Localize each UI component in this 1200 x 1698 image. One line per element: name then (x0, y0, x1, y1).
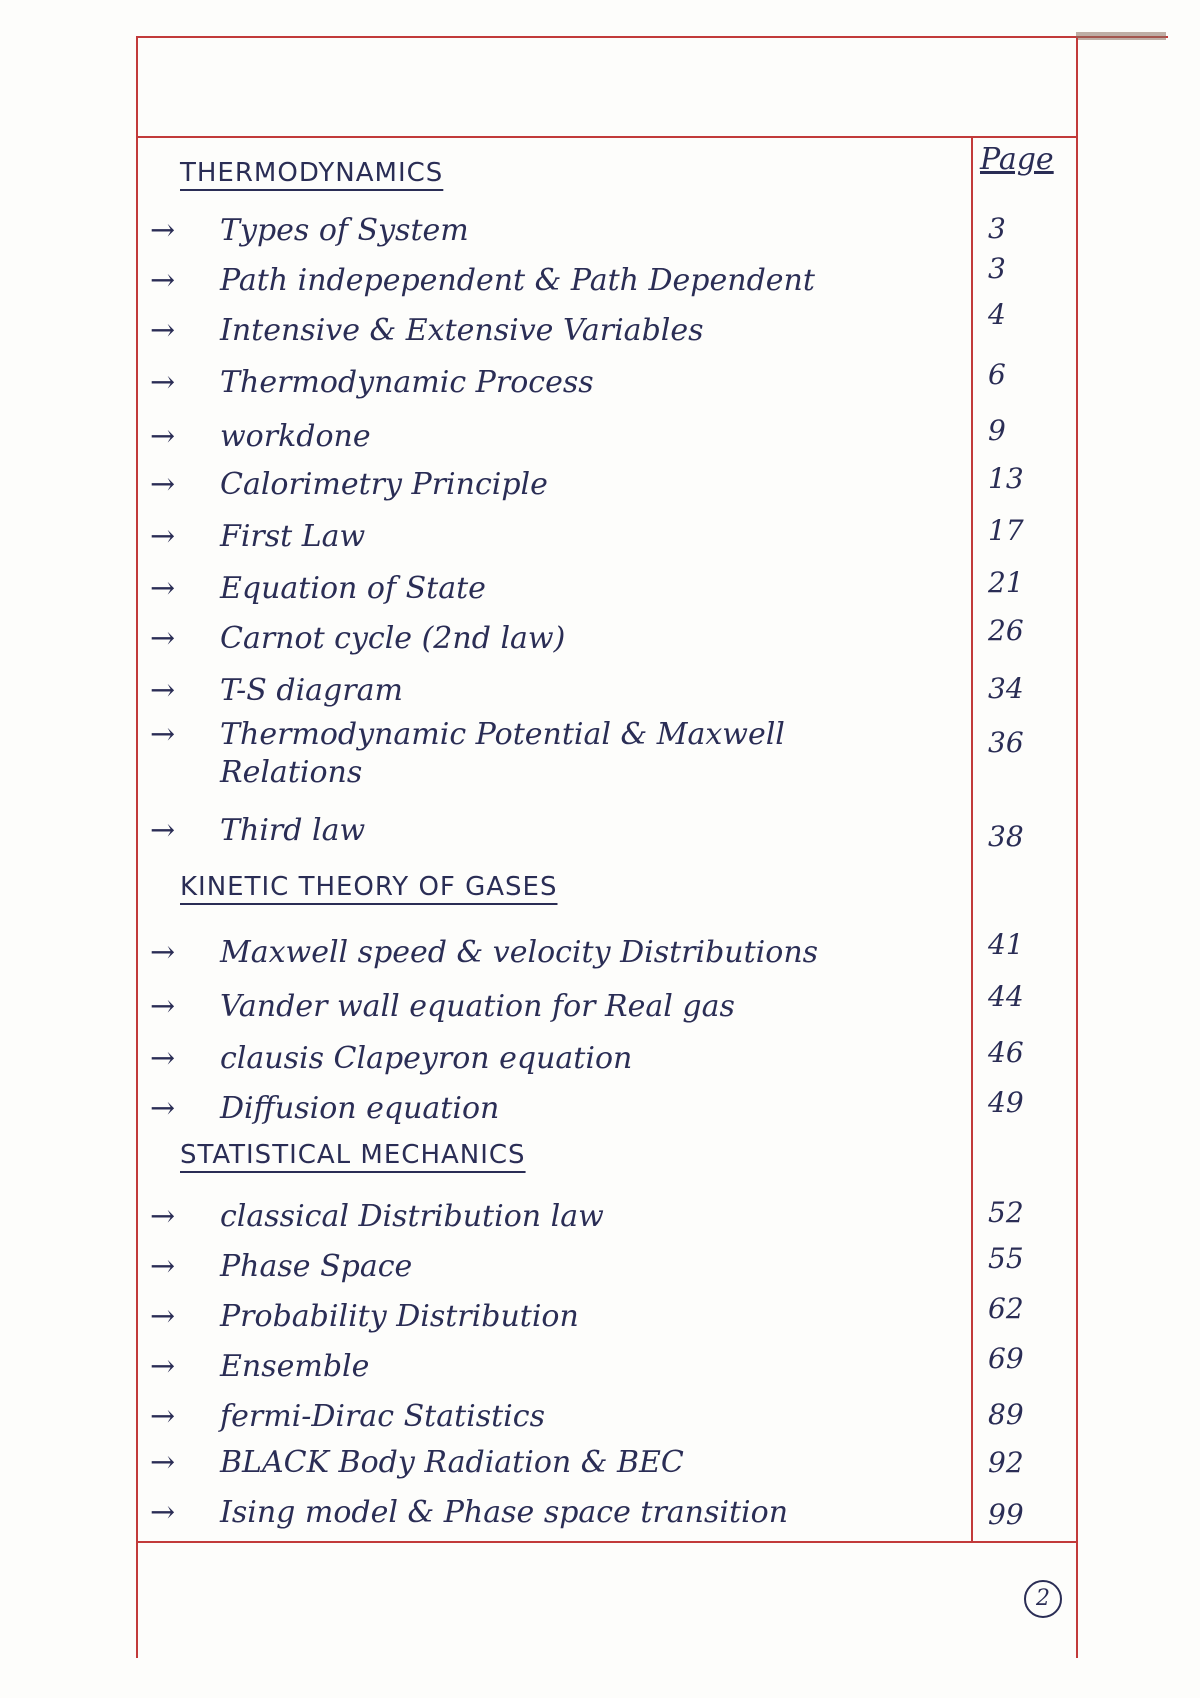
toc-page-number: 3 (988, 252, 1006, 285)
arrow-icon: → (150, 1399, 176, 1434)
toc-entry[interactable] (150, 716, 970, 792)
toc-topic: Equation of State (220, 571, 486, 606)
toc-topic: workdone (220, 419, 371, 454)
arrow-icon: → (150, 621, 176, 656)
toc-entry[interactable] (150, 1298, 970, 1336)
arrow-icon: → (150, 717, 176, 752)
arrow-icon: → (150, 313, 176, 348)
arrow-icon: → (150, 673, 176, 708)
arrow-icon: → (150, 1199, 176, 1234)
toc-topic: Maxwell speed & velocity Distributions (220, 935, 819, 970)
toc-page-number: 36 (988, 726, 1024, 759)
page-column-rule (971, 136, 973, 1541)
toc-entry[interactable] (150, 212, 970, 250)
toc-page-number: 46 (988, 1036, 1024, 1069)
section-title-statistical-mechanics: STATISTICAL MECHANICS (180, 1140, 526, 1170)
header-rule (136, 136, 1076, 138)
toc-page-number: 52 (988, 1196, 1024, 1229)
toc-page-number: 3 (988, 212, 1006, 245)
toc-topic: BLACK Body Radiation & BEC (220, 1445, 684, 1480)
toc-entry[interactable] (150, 1248, 970, 1286)
arrow-icon: → (150, 1445, 176, 1480)
page-column-header: Page (980, 142, 1054, 177)
toc-page-number: 92 (988, 1446, 1024, 1479)
top-margin-line (136, 36, 1168, 38)
toc-entry[interactable] (150, 1198, 970, 1236)
toc-page-number: 17 (988, 514, 1024, 547)
toc-page-number: 34 (988, 672, 1024, 705)
arrow-icon: → (150, 213, 176, 248)
toc-entry[interactable] (150, 466, 970, 504)
toc-entry[interactable] (150, 672, 970, 710)
arrow-icon: → (150, 1299, 176, 1334)
arrow-icon: → (150, 935, 176, 970)
toc-page-number: 26 (988, 614, 1024, 647)
toc-entry[interactable] (150, 988, 970, 1026)
arrow-icon: → (150, 365, 176, 400)
toc-topic: clausis Clapeyron equation (220, 1041, 633, 1076)
arrow-icon: → (150, 813, 176, 848)
toc-topic: Carnot cycle (2nd law) (220, 621, 566, 656)
toc-entry[interactable] (150, 1494, 970, 1532)
toc-entry[interactable] (150, 1398, 970, 1436)
toc-entry[interactable] (150, 1090, 970, 1128)
toc-entry[interactable] (150, 262, 970, 300)
page-edge-shadow (1076, 32, 1166, 40)
arrow-icon: → (150, 1041, 176, 1076)
toc-topic: Calorimetry Principle (220, 467, 548, 502)
toc-entry[interactable] (150, 934, 970, 972)
toc-page-number: 55 (988, 1242, 1024, 1275)
toc-topic: Ising model & Phase space transition (220, 1495, 789, 1530)
arrow-icon: → (150, 1091, 176, 1126)
toc-entry[interactable] (150, 1040, 970, 1078)
arrow-icon: → (150, 1249, 176, 1284)
toc-page-number: 49 (988, 1086, 1024, 1119)
arrow-icon: → (150, 1349, 176, 1384)
arrow-icon: → (150, 989, 176, 1024)
toc-topic: Types of System (220, 213, 469, 248)
arrow-icon: → (150, 467, 176, 502)
toc-topic: classical Distribution law (220, 1199, 604, 1234)
section-title-kinetic-theory: KINETIC THEORY OF GASES (180, 872, 558, 902)
toc-page-number: 89 (988, 1398, 1024, 1431)
toc-entry[interactable] (150, 620, 970, 658)
toc-topic: Phase Space (220, 1249, 413, 1284)
arrow-icon: → (150, 1495, 176, 1530)
toc-topic: Third law (220, 813, 366, 848)
toc-topic: Path indepependent & Path Dependent (220, 263, 815, 298)
toc-topic: Diffusion equation (220, 1091, 500, 1126)
section-title-thermodynamics: THERMODYNAMICS (180, 158, 444, 188)
toc-entry[interactable] (150, 518, 970, 556)
arrow-icon: → (150, 263, 176, 298)
toc-topic: Probability Distribution (220, 1299, 579, 1334)
toc-page-number: 13 (988, 462, 1024, 495)
right-margin-line (1076, 38, 1078, 1658)
toc-topic: Ensemble (220, 1349, 370, 1384)
toc-page-number: 4 (988, 298, 1006, 331)
toc-topic: First Law (220, 519, 366, 554)
toc-entry[interactable] (150, 312, 970, 350)
sheet-number-badge: 2 (1024, 1580, 1062, 1618)
toc-entry[interactable] (150, 1348, 970, 1386)
toc-page-number: 9 (988, 414, 1006, 447)
toc-topic: T-S diagram (220, 673, 403, 708)
toc-page-number: 44 (988, 980, 1024, 1013)
toc-topic: Thermodynamic Potential & Maxwell Relations (220, 717, 785, 790)
toc-page-number: 41 (988, 928, 1024, 961)
toc-entry[interactable] (150, 570, 970, 608)
toc-entry[interactable] (150, 812, 970, 850)
toc-page-number: 6 (988, 358, 1006, 391)
arrow-icon: → (150, 419, 176, 454)
toc-page-number: 21 (988, 566, 1024, 599)
toc-topic: fermi-Dirac Statistics (220, 1399, 545, 1434)
toc-entry[interactable] (150, 1444, 970, 1482)
toc-topic: Thermodynamic Process (220, 365, 594, 400)
arrow-icon: → (150, 571, 176, 606)
footer-rule (136, 1541, 1076, 1543)
left-margin-line (136, 38, 138, 1658)
toc-page-number: 69 (988, 1342, 1024, 1375)
toc-entry[interactable] (150, 364, 970, 402)
toc-entry[interactable] (150, 418, 970, 456)
toc-topic: Intensive & Extensive Variables (220, 313, 704, 348)
toc-page-number: 38 (988, 820, 1024, 853)
toc-page-number: 99 (988, 1498, 1024, 1531)
toc-topic: Vander wall equation for Real gas (220, 989, 735, 1024)
toc-page-number: 62 (988, 1292, 1024, 1325)
arrow-icon: → (150, 519, 176, 554)
